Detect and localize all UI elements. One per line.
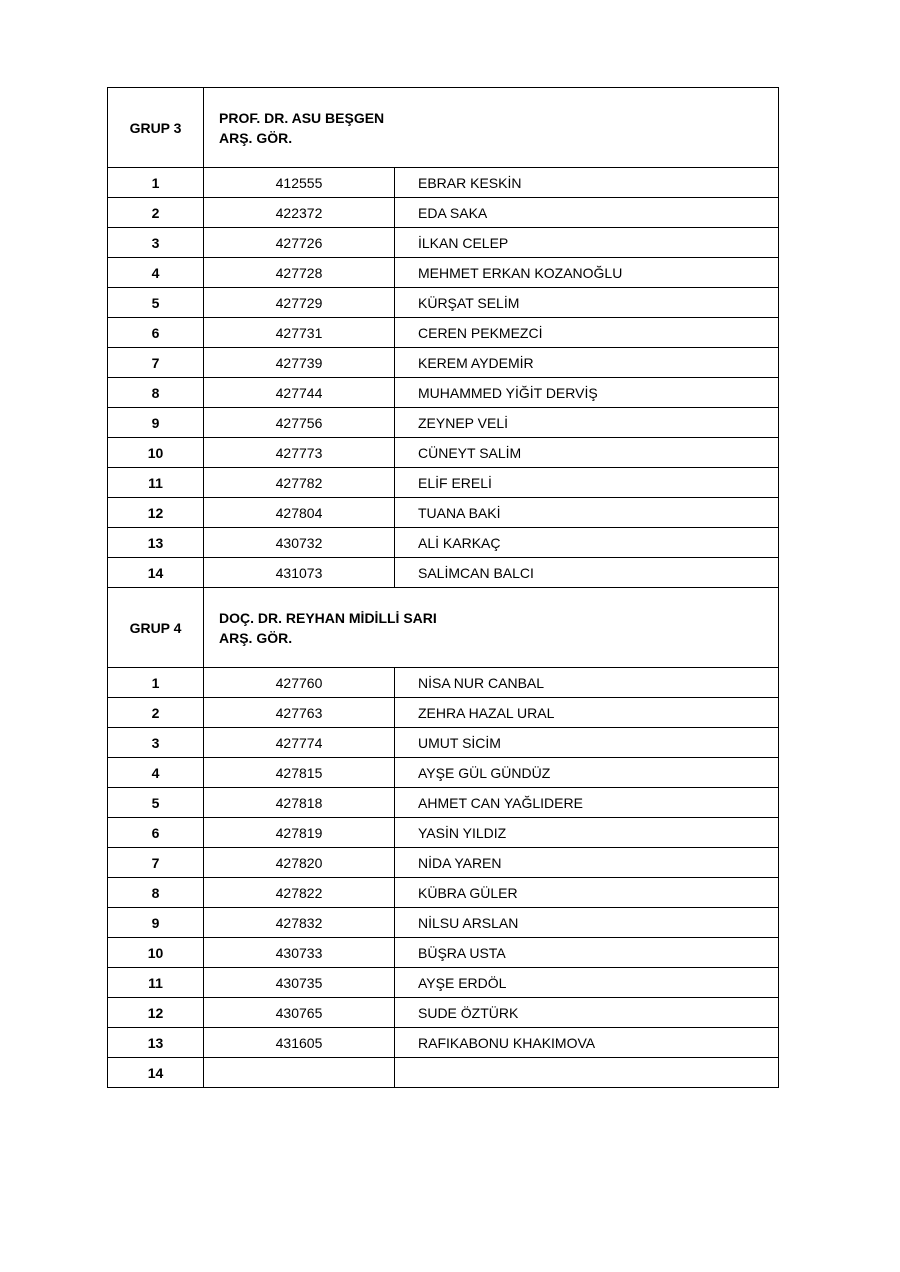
row-number: 13 xyxy=(108,528,204,558)
student-id: 427756 xyxy=(204,408,395,438)
student-name: ELİF ERELİ xyxy=(395,468,779,498)
table-row xyxy=(108,528,779,558)
table-row xyxy=(108,1058,779,1088)
row-number: 12 xyxy=(108,998,204,1028)
group-label: GRUP 3 xyxy=(108,88,204,168)
row-number: 11 xyxy=(108,468,204,498)
row-number: 1 xyxy=(108,668,204,698)
row-number: 8 xyxy=(108,378,204,408)
student-id: 427832 xyxy=(204,908,395,938)
table-row xyxy=(108,378,779,408)
table-row xyxy=(108,258,779,288)
student-name: NİSA NUR CANBAL xyxy=(395,668,779,698)
student-name: RAFIKABONU KHAKIMOVA xyxy=(395,1028,779,1058)
student-id: 427820 xyxy=(204,848,395,878)
group-staff-cell xyxy=(204,588,779,668)
table-row xyxy=(108,438,779,468)
student-name: KÜBRA GÜLER xyxy=(395,878,779,908)
student-name: AHMET CAN YAĞLIDERE xyxy=(395,788,779,818)
student-name: MUHAMMED YİĞİT DERVİŞ xyxy=(395,378,779,408)
table-body xyxy=(108,88,779,1088)
row-number: 11 xyxy=(108,968,204,998)
student-id: 430732 xyxy=(204,528,395,558)
student-name: ZEHRA HAZAL URAL xyxy=(395,698,779,728)
table-row xyxy=(108,558,779,588)
row-number: 1 xyxy=(108,168,204,198)
row-number: 14 xyxy=(108,558,204,588)
table-row xyxy=(108,468,779,498)
table-row xyxy=(108,848,779,878)
assistant-label: ARŞ. GÖR. xyxy=(219,629,293,646)
row-number: 4 xyxy=(108,258,204,288)
student-name: NİDA YAREN xyxy=(395,848,779,878)
student-id: 431605 xyxy=(204,1028,395,1058)
table-row xyxy=(108,1028,779,1058)
group-header-row xyxy=(108,88,779,168)
student-name: MEHMET ERKAN KOZANOĞLU xyxy=(395,258,779,288)
table-row xyxy=(108,998,779,1028)
student-id: 427818 xyxy=(204,788,395,818)
group-staff-cell xyxy=(204,88,779,168)
student-id: 427731 xyxy=(204,318,395,348)
row-number: 10 xyxy=(108,438,204,468)
row-number: 14 xyxy=(108,1058,204,1088)
student-name: EBRAR KESKİN xyxy=(395,168,779,198)
table-row xyxy=(108,408,779,438)
student-id: 430735 xyxy=(204,968,395,998)
student-name: EDA SAKA xyxy=(395,198,779,228)
row-number: 10 xyxy=(108,938,204,968)
student-id: 427739 xyxy=(204,348,395,378)
student-name: KEREM AYDEMİR xyxy=(395,348,779,378)
row-number: 5 xyxy=(108,788,204,818)
student-id: 422372 xyxy=(204,198,395,228)
row-number: 2 xyxy=(108,698,204,728)
student-name: CÜNEYT SALİM xyxy=(395,438,779,468)
group-label: GRUP 4 xyxy=(108,588,204,668)
table-row xyxy=(108,818,779,848)
row-number: 7 xyxy=(108,848,204,878)
row-number: 13 xyxy=(108,1028,204,1058)
row-number: 8 xyxy=(108,878,204,908)
student-id: 427782 xyxy=(204,468,395,498)
row-number: 3 xyxy=(108,728,204,758)
student-id: 427763 xyxy=(204,698,395,728)
table-row xyxy=(108,758,779,788)
student-id: 427774 xyxy=(204,728,395,758)
student-name: ZEYNEP VELİ xyxy=(395,408,779,438)
student-id xyxy=(204,1058,395,1088)
student-id: 427728 xyxy=(204,258,395,288)
table-row xyxy=(108,348,779,378)
table-row xyxy=(108,878,779,908)
student-name: İLKAN CELEP xyxy=(395,228,779,258)
instructor-name: DOÇ. DR. REYHAN MİDİLLİ SARI xyxy=(219,609,437,626)
row-number: 9 xyxy=(108,908,204,938)
instructor-name: PROF. DR. ASU BEŞGEN xyxy=(219,109,385,126)
row-number: 6 xyxy=(108,818,204,848)
student-id: 427726 xyxy=(204,228,395,258)
student-name: KÜRŞAT SELİM xyxy=(395,288,779,318)
student-name: SUDE ÖZTÜRK xyxy=(395,998,779,1028)
student-name: TUANA BAKİ xyxy=(395,498,779,528)
student-id: 427760 xyxy=(204,668,395,698)
student-name: SALİMCAN BALCI xyxy=(395,558,779,588)
row-number: 4 xyxy=(108,758,204,788)
student-id: 430765 xyxy=(204,998,395,1028)
student-id: 431073 xyxy=(204,558,395,588)
row-number: 6 xyxy=(108,318,204,348)
table-row xyxy=(108,788,779,818)
table-row xyxy=(108,728,779,758)
student-name: UMUT SİCİM xyxy=(395,728,779,758)
table-row xyxy=(108,668,779,698)
row-number: 3 xyxy=(108,228,204,258)
student-id: 427822 xyxy=(204,878,395,908)
row-number: 5 xyxy=(108,288,204,318)
row-number: 7 xyxy=(108,348,204,378)
student-id: 427744 xyxy=(204,378,395,408)
student-id: 412555 xyxy=(204,168,395,198)
row-number: 2 xyxy=(108,198,204,228)
table-row xyxy=(108,908,779,938)
table-row xyxy=(108,228,779,258)
table-row xyxy=(108,318,779,348)
table-row xyxy=(108,288,779,318)
table-row xyxy=(108,498,779,528)
student-name xyxy=(395,1058,779,1088)
student-id: 427804 xyxy=(204,498,395,528)
student-id: 427819 xyxy=(204,818,395,848)
row-number: 9 xyxy=(108,408,204,438)
assistant-label: ARŞ. GÖR. xyxy=(219,129,293,146)
table-row xyxy=(108,938,779,968)
student-id: 427773 xyxy=(204,438,395,468)
group-list-table xyxy=(107,87,779,1088)
row-number: 12 xyxy=(108,498,204,528)
student-id: 427729 xyxy=(204,288,395,318)
student-name: BÜŞRA USTA xyxy=(395,938,779,968)
table-row xyxy=(108,698,779,728)
student-id: 430733 xyxy=(204,938,395,968)
table-row xyxy=(108,168,779,198)
group-header-row xyxy=(108,588,779,668)
student-name: YASİN YILDIZ xyxy=(395,818,779,848)
student-name: CEREN PEKMEZCİ xyxy=(395,318,779,348)
table-row xyxy=(108,198,779,228)
student-name: AYŞE ERDÖL xyxy=(395,968,779,998)
student-id: 427815 xyxy=(204,758,395,788)
table-row xyxy=(108,968,779,998)
student-name: ALİ KARKAÇ xyxy=(395,528,779,558)
student-name: AYŞE GÜL GÜNDÜZ xyxy=(395,758,779,788)
student-name: NİLSU ARSLAN xyxy=(395,908,779,938)
